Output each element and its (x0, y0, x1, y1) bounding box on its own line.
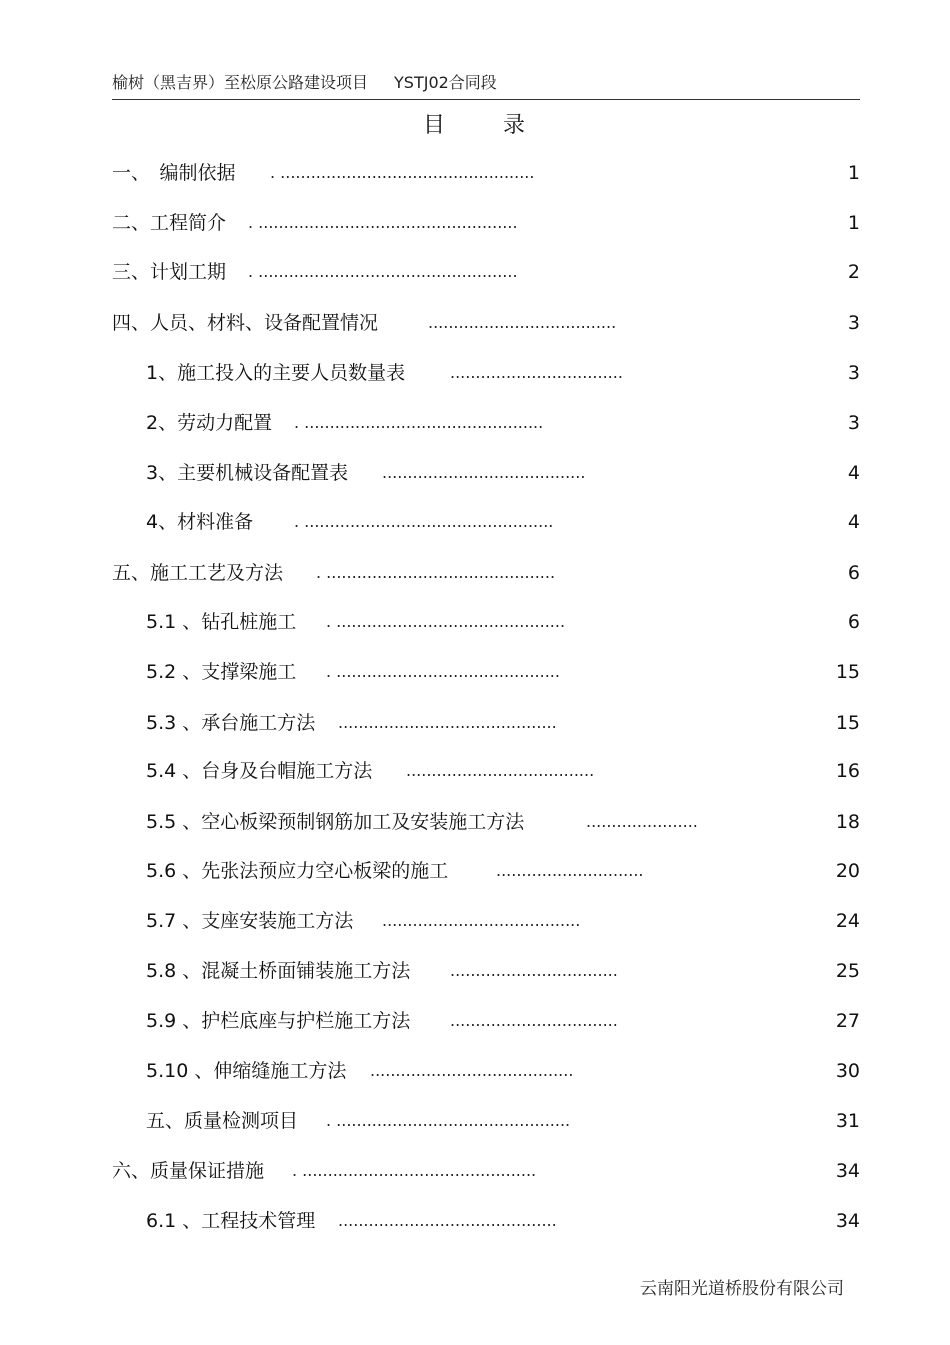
toc-entry-leader-dots: ........................................... (338, 1211, 557, 1230)
toc-entry-leader-dots: ...................... (586, 812, 698, 831)
toc-entry-leader-dots: ................................. (450, 1011, 618, 1030)
toc-entry-leader-dots: ..................................... (428, 313, 617, 332)
toc-entry-leader-dots: .................................. (450, 363, 623, 382)
toc-entry-label: 5.4 、台身及台帽施工方法 (146, 760, 373, 782)
toc-entry-leader-dots: . ................................................. (294, 512, 554, 531)
toc-entry-page-number: 6 (847, 611, 860, 633)
title-char-right: 录 (503, 113, 528, 138)
toc-entry-page-number: 27 (835, 1010, 860, 1032)
toc-entry-page-number: 3 (847, 362, 860, 384)
toc-entry-label: 2、劳动力配置 (146, 412, 273, 434)
toc-entry-page-number: 15 (835, 661, 860, 683)
toc-entry-label: 五、施工工艺及方法 (112, 562, 284, 584)
toc-entry-page-number: 3 (847, 412, 860, 434)
toc-entry[interactable] (146, 858, 860, 884)
toc-entry[interactable] (146, 509, 860, 535)
toc-entry-page-number: 4 (847, 462, 860, 484)
toc-entry-leader-dots: ................................. (450, 961, 618, 980)
toc-entry-leader-dots: ....................................... (382, 911, 581, 930)
toc-entry-label: 1、施工投入的主要人员数量表 (146, 362, 406, 384)
toc-entry[interactable] (146, 758, 860, 784)
toc-entry[interactable] (146, 360, 860, 386)
toc-entry-leader-dots: . ............................................. (326, 612, 566, 631)
toc-entry-leader-dots: . .............................................. (326, 1111, 571, 1130)
toc-entry-page-number: 25 (835, 960, 860, 982)
toc-entry[interactable] (146, 609, 860, 635)
toc-entry[interactable] (112, 259, 860, 285)
toc-entry-label: 5.5 、空心板梁预制钢筋加工及安装施工方法 (146, 811, 525, 833)
toc-entry[interactable] (146, 1208, 860, 1234)
toc-entry-page-number: 30 (835, 1060, 860, 1082)
toc-entry[interactable] (146, 1058, 860, 1084)
toc-entry[interactable] (146, 1108, 860, 1134)
toc-entry-label: 二、工程简介 (112, 212, 227, 234)
toc-entry-leader-dots: . ............................................. (316, 563, 556, 582)
footer-company: 云南阳光道桥股份有限公司 (640, 1279, 844, 1299)
title-char-left: 目 (422, 113, 447, 138)
toc-entry[interactable] (112, 160, 860, 186)
header-contract-section: YSTJ02合同段 (394, 73, 497, 92)
toc-entry-leader-dots: . ............................................... (294, 413, 544, 432)
toc-entry-label: 4、材料准备 (146, 511, 254, 533)
toc-entry-page-number: 15 (835, 712, 860, 734)
toc-entry-label: 3、主要机械设备配置表 (146, 462, 349, 484)
toc-entry-page-number: 6 (847, 562, 860, 584)
toc-entry-page-number: 1 (847, 212, 860, 234)
toc-entry-leader-dots: ........................................ (370, 1061, 574, 1080)
toc-entry-leader-dots: . .............................................. (292, 1161, 537, 1180)
toc-entry[interactable] (146, 460, 860, 486)
toc-entry-leader-dots: ........................................ (382, 463, 586, 482)
toc-entry-label: 5.3 、承台施工方法 (146, 712, 316, 734)
toc-entry-label: 5.2 、支撑梁施工 (146, 661, 297, 683)
toc-entry-label: 5.6 、先张法预应力空心板梁的施工 (146, 860, 449, 882)
header-project-name: 榆树（黑吉界）至松原公路建设项目 (112, 73, 369, 92)
toc-entry[interactable] (146, 809, 860, 835)
toc-entry-page-number: 3 (847, 312, 860, 334)
toc-entry[interactable] (112, 210, 860, 236)
toc-entry-leader-dots: . ................................................... (248, 262, 518, 281)
toc-entry-label: 六、质量保证措施 (112, 1160, 265, 1182)
toc-entry-page-number: 2 (847, 261, 860, 283)
toc-entry-label: 5.9 、护栏底座与护栏施工方法 (146, 1010, 411, 1032)
toc-entry-label: 一、 编制依据 (112, 162, 236, 184)
toc-entry-page-number: 20 (835, 860, 860, 882)
toc-entry[interactable] (146, 410, 860, 436)
toc-entry-page-number: 18 (835, 811, 860, 833)
toc-entry-leader-dots: . ................................................... (248, 213, 518, 232)
toc-entry-page-number: 1 (847, 162, 860, 184)
toc-entry-page-number: 34 (835, 1160, 860, 1182)
toc-entry[interactable] (112, 560, 860, 586)
toc-entry-leader-dots: ............................. (496, 861, 644, 880)
toc-entry-page-number: 16 (835, 760, 860, 782)
toc-entry-leader-dots: ..................................... (406, 761, 595, 780)
toc-entry[interactable] (146, 958, 860, 984)
toc-entry-page-number: 4 (847, 511, 860, 533)
toc-entry-page-number: 34 (835, 1210, 860, 1232)
toc-entry-label: 五、质量检测项目 (146, 1110, 299, 1132)
toc-entry-label: 5.1 、钻孔桩施工 (146, 611, 297, 633)
toc-entry-page-number: 31 (835, 1110, 860, 1132)
toc-entry[interactable] (112, 1158, 860, 1184)
toc-entry[interactable] (146, 908, 860, 934)
toc-entry[interactable] (146, 710, 860, 736)
toc-entry[interactable] (112, 310, 860, 336)
toc-entry-label: 6.1 、工程技术管理 (146, 1210, 316, 1232)
toc-entry-page-number: 24 (835, 910, 860, 932)
toc-entry-label: 5.10 、伸缩缝施工方法 (146, 1060, 347, 1082)
toc-entry-leader-dots: . ............................................ (326, 662, 560, 681)
toc-entry-label: 四、人员、材料、设备配置情况 (112, 312, 379, 334)
toc-entry-leader-dots: . .................................................. (270, 163, 535, 182)
toc-entry-label: 5.8 、混凝土桥面铺装施工方法 (146, 960, 411, 982)
toc-entry[interactable] (146, 659, 860, 685)
toc-entry[interactable] (146, 1008, 860, 1034)
toc-entry-leader-dots: ........................................... (338, 713, 557, 732)
toc-entry-label: 三、计划工期 (112, 261, 227, 283)
toc-entry-label: 5.7 、支座安装施工方法 (146, 910, 354, 932)
